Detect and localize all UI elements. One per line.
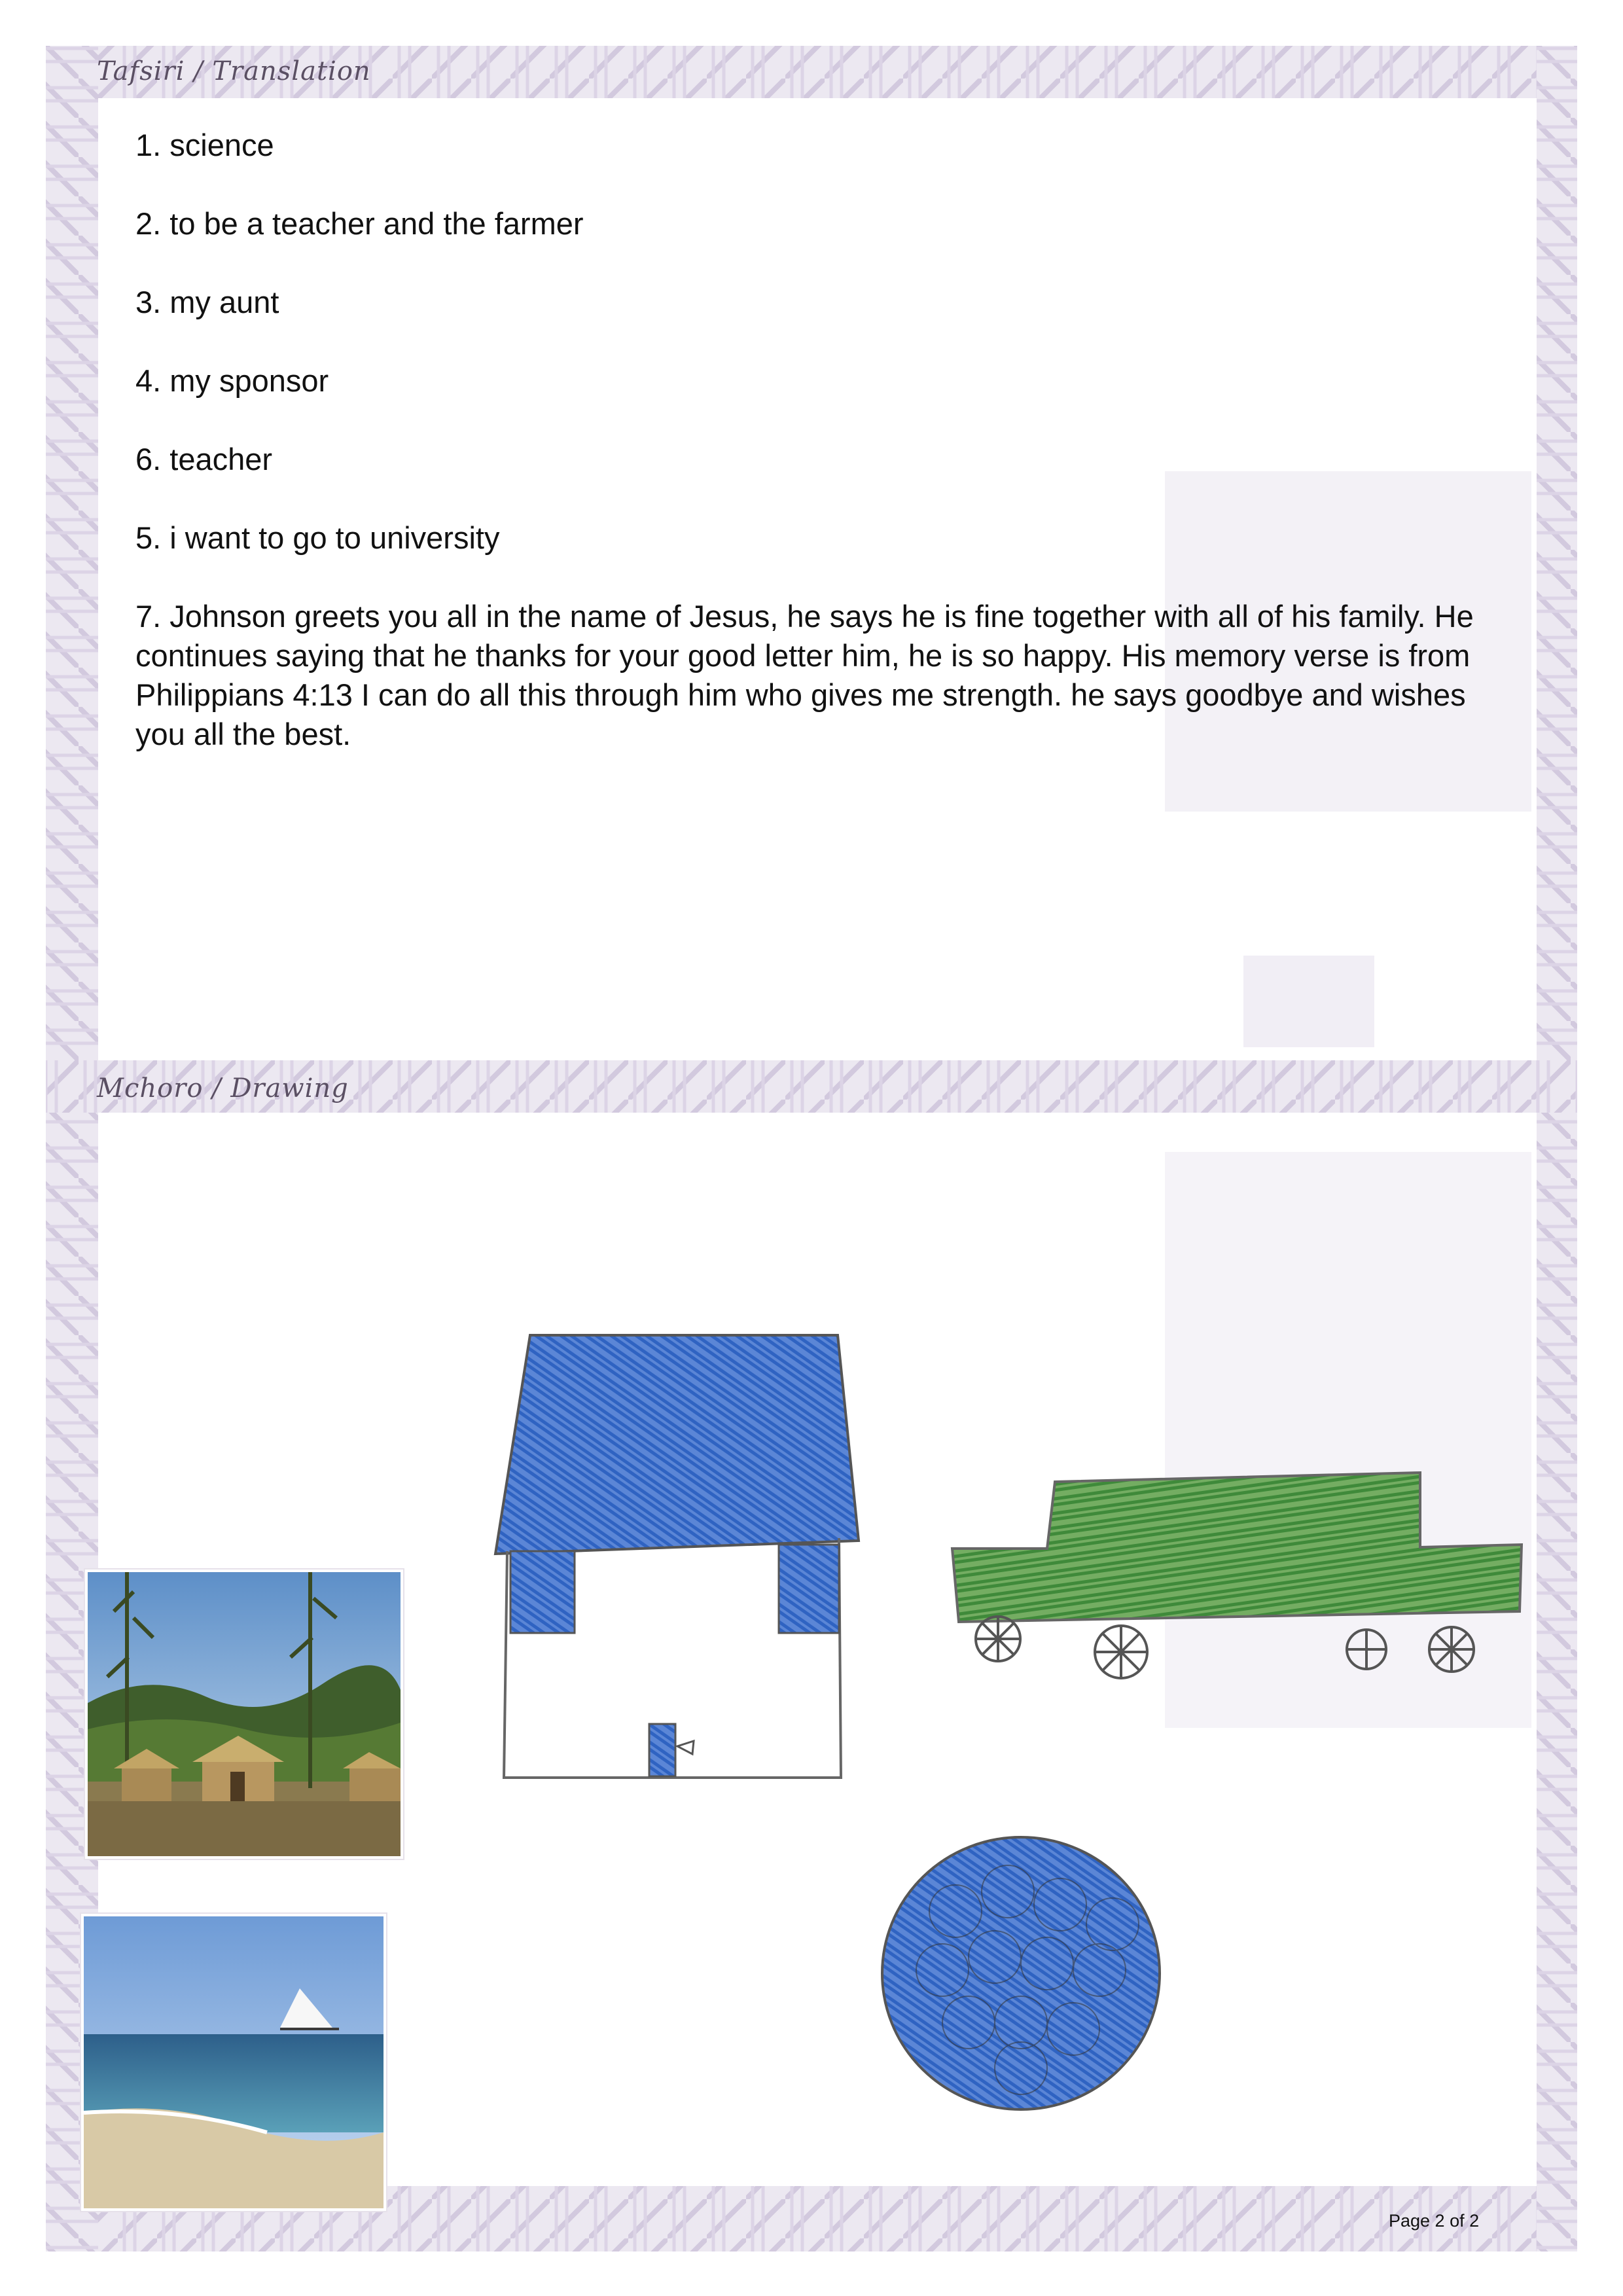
- translation-answers: [135, 126, 1497, 793]
- page-number: Page 2 of 2: [1389, 2211, 1480, 2231]
- translation-section-label: Tafsiri / Translation: [97, 56, 371, 86]
- drawing-section-label: Mchoro / Drawing: [97, 1073, 349, 1103]
- answer-7-letter: 7. Johnson greets you all in the name of Jesus, he says he is fine together with all of his family. He continues saying that he thanks for your good letter him, he is so happy. His memory verse is from Philippians 4:13 I can do all this through him who gives me strength. he says goodbye and wishes you all the best.: [135, 599, 1474, 751]
- answer-4: 4. my sponsor: [135, 363, 329, 398]
- village-photo: [85, 1570, 403, 1859]
- answer-1: 1. science: [135, 128, 274, 162]
- answer-2: 2. to be a teacher and the farmer: [135, 206, 584, 241]
- answer-3: 3. my aunt: [135, 285, 279, 319]
- lake-photo: [81, 1914, 386, 2211]
- answer-5: 5. i want to go to university: [135, 520, 500, 555]
- answer-6: 6. teacher: [135, 442, 273, 476]
